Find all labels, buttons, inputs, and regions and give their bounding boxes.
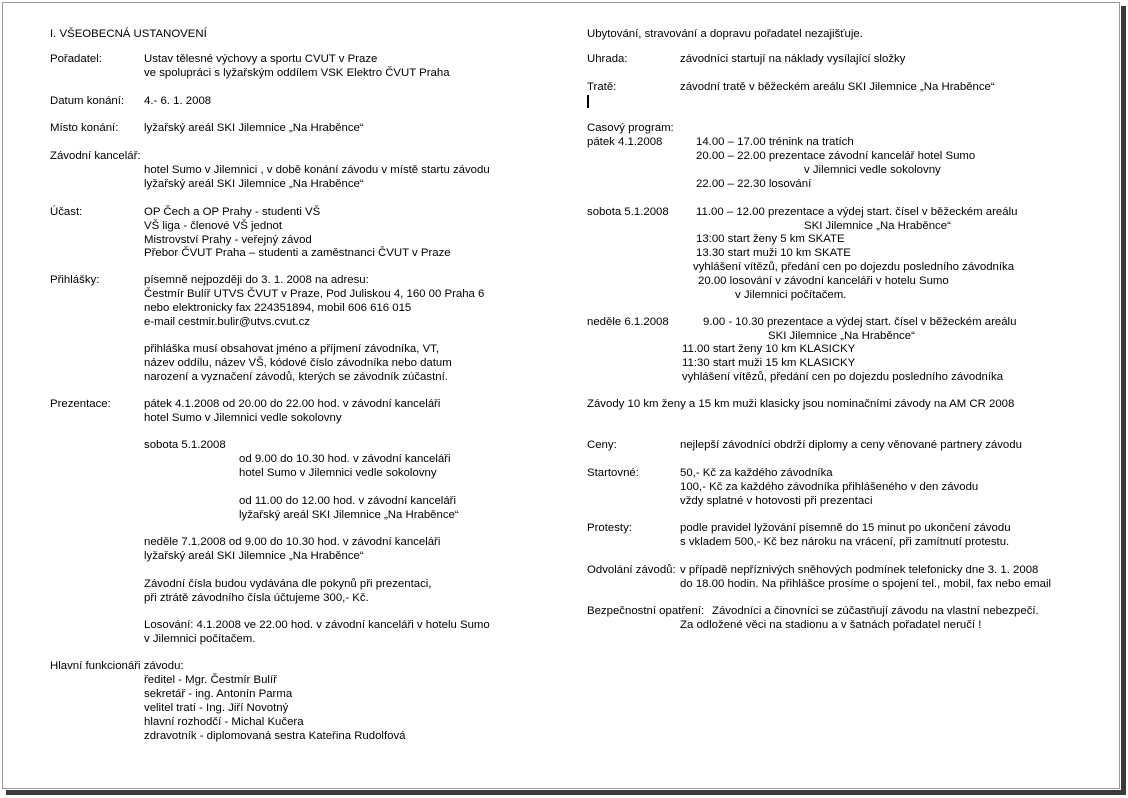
sobota-day: sobota 5.1.2008 xyxy=(587,206,669,218)
bezpecnost-line-2: Za odložené věci na stadionu a v šatnách pořadatel neručí ! xyxy=(680,619,982,631)
trate-value: závodní tratě v běžeckém areálu SKI Jilemnice „Na Hraběnce“ xyxy=(680,81,995,93)
prezentace-line-10: Závodní čísla budou vydávána dle pokynů při prezentaci, xyxy=(144,578,432,590)
prihlasky-line-2: Čestmír Bulíř UTVS ČVUT v Praze, Pod Juliskou 4, 160 00 Praha 6 xyxy=(144,288,485,300)
patek-line-3: v Jilemnici vedle sokolovny xyxy=(804,164,941,176)
sobota-line-3: 13:00 start ženy 5 km SKATE xyxy=(696,233,845,245)
uhrada-value: závodníci startují na náklady vysílající složky xyxy=(680,53,906,65)
nedele-line-4: 11:30 start muži 15 km KLASICKY xyxy=(682,357,856,369)
funkcionari-line-1: ředitel - Mgr. Čestmír Bulíř xyxy=(144,674,277,686)
prihlasky-line-1: písemně nejpozději do 3. 1. 2008 na adresu: xyxy=(144,274,369,286)
prezentace-line-6: od 11.00 do 12.00 hod. v závodní kanceláři xyxy=(239,495,456,507)
funkcionari-line-5: zdravotník - diplomovaná sestra Kateřina Rudolfová xyxy=(144,730,406,742)
prihlasky-line-3: nebo elektronicky fax 224351894, mobil 606 616 015 xyxy=(144,302,412,314)
kancelar-label: Závodní kancelář: xyxy=(50,150,141,162)
prihlasky-email: e-mail cestmir.bulir@utvs.cvut.cz xyxy=(144,316,311,328)
ucast-label: Účast: xyxy=(50,206,83,218)
startovne-line-1: 50,- Kč za každého závodníka xyxy=(680,467,833,479)
protesty-line-1: podle pravidel lyžování písemně do 15 minut po ukončení závodu xyxy=(680,522,1011,534)
trate-label: Tratě: xyxy=(587,81,617,93)
ucast-line-2: VŠ liga - členové VŠ jednot xyxy=(144,220,283,232)
prihlasky-line-7: narození a vyznačení závodů, kterých se závodník zúčastní. xyxy=(144,371,448,383)
text-cursor xyxy=(587,95,589,108)
prihlasky-line-5: přihláška musí obsahovat jméno a příjmení závodníka, VT, xyxy=(144,343,440,355)
nedele-line-2: SKI Jilemnice „Na Hraběnce“ xyxy=(768,330,915,342)
poradatel-line-2: ve spolupráci s lyžařským oddílem VSK Elektro ČVUT Praha xyxy=(144,67,450,79)
misto-label: Místo konání: xyxy=(50,122,119,134)
nedele-line-5: vyhlášení vítězů, předání cen po dojezdu posledního závodníka xyxy=(682,371,1004,383)
startovne-label: Startovné: xyxy=(587,467,639,479)
prezentace-line-4: od 9.00 do 10.30 hod. v závodní kanceláři xyxy=(239,453,451,465)
nedele-day: neděle 6.1.2008 xyxy=(587,316,669,328)
sobota-line-4: 13.30 start muži 10 km SKATE xyxy=(696,247,851,259)
prezentace-line-11: při ztrátě závodního čísla účtujeme 300,- Kč. xyxy=(144,592,369,604)
prezentace-line-5: hotel Sumo v Jilemnici vedle sokolovny xyxy=(239,467,437,479)
nedele-line-3: 11.00 start ženy 10 km KLASICKY xyxy=(682,343,856,355)
prezentace-line-2: hotel Sumo v Jilemnici vedle sokolovny xyxy=(144,412,342,424)
startovne-line-3: vždy splatné v hotovosti při prezentaci xyxy=(680,495,873,507)
ubytovani-text: Ubytování, stravování a dopravu pořadatel nezajišťuje. xyxy=(587,28,863,40)
prezentace-line-12: Losování: 4.1.2008 ve 22.00 hod. v závodní kanceláři v hotelu Sumo xyxy=(144,619,490,631)
sobota-line-5: vyhlášení vítězů, předání cen po dojezdu posledního závodníka xyxy=(693,261,1015,273)
prezentace-label: Prezentace: xyxy=(50,398,111,410)
bezpecnost-line-1: Závodníci a činovníci se zúčastňují závodu na vlastní nebezpečí. xyxy=(712,605,1039,617)
prezentace-line-8: neděle 7.1.2008 od 9.00 do 10.30 hod. v závodní kanceláři xyxy=(144,536,441,548)
ceny-label: Ceny: xyxy=(587,439,617,451)
kancelar-line-2: lyžařský areál SKI Jilemnice „Na Hraběnce“ xyxy=(144,178,364,190)
ceny-value: nejlepší závodníci obdrží diplomy a ceny věnované partnery závodu xyxy=(680,439,1022,451)
patek-line-2: 20.00 – 22.00 prezentace závodní kancelář hotel Sumo xyxy=(696,150,976,162)
patek-day: pátek 4.1.2008 xyxy=(587,136,663,148)
funkcionari-label: Hlavní funkcionáři závodu: xyxy=(50,660,184,672)
prezentace-line-1: pátek 4.1.2008 od 20.00 do 22.00 hod. v závodní kanceláři xyxy=(144,398,441,410)
prihlasky-line-6: název oddílu, název VŠ, kódové číslo závodníka nebo datum xyxy=(144,357,452,369)
program-label: Casový program: xyxy=(587,122,674,134)
poradatel-label: Pořadatel: xyxy=(50,53,102,65)
section-heading: I. VŠEOBECNÁ USTANOVENÍ xyxy=(50,28,207,40)
odvolani-label: Odvolání závodů: xyxy=(587,564,676,576)
funkcionari-line-4: hlavní rozhodčí - Michal Kučera xyxy=(144,716,304,728)
sobota-line-1: 11.00 – 12.00 prezentace a výdej start. čísel v běžeckém areálu xyxy=(696,206,1018,218)
datum-value: 4.- 6. 1. 2008 xyxy=(144,95,212,107)
sobota-line-6: 20.00 losování v závodní kanceláři v hotelu Sumo xyxy=(698,275,949,287)
odvolani-line-1: v případě nepříznivých sněhových podmínek telefonicky dne 3. 1. 2008 xyxy=(680,564,1039,576)
patek-line-1: 14.00 – 17.00 trénink na tratích xyxy=(696,136,854,148)
startovne-line-2: 100,- Kč za každého závodníka přihlášeného v den závodu xyxy=(680,481,979,493)
page-shadow-bottom xyxy=(6,790,1126,795)
patek-line-4: 22.00 – 22.30 losování xyxy=(696,178,812,190)
poradatel-line-1: Ustav tělesné výchovy a sportu CVUT v Praze xyxy=(144,53,378,65)
page-shadow-right xyxy=(1121,6,1126,793)
datum-label: Datum konání: xyxy=(50,95,125,107)
ucast-line-4: Přebor ČVUT Praha – studenti a zaměstnanci ČVUT v Praze xyxy=(144,247,451,259)
nedele-line-1: 9.00 - 10.30 prezentace a výdej start. čísel v běžeckém areálu xyxy=(703,316,1017,328)
sobota-line-2: SKI Jilemnice „Na Hraběnce“ xyxy=(804,220,951,232)
prezentace-line-3: sobota 5.1.2008 xyxy=(144,439,226,451)
funkcionari-line-3: velitel tratí - Ing. Jiří Novotný xyxy=(144,702,289,714)
ucast-line-3: Mistrovství Prahy - veřejný závod xyxy=(144,234,312,246)
bezpecnost-label: Bezpečnostní opatření: xyxy=(587,605,705,617)
odvolani-line-2: do 18.00 hodin. Na přihlášce prosíme o spojení tel., mobil, fax nebo email xyxy=(680,578,1052,590)
misto-value: lyžařský areál SKI Jilemnice „Na Hraběnce“ xyxy=(144,122,364,134)
ucast-line-1: OP Čech a OP Prahy - studenti VŠ xyxy=(144,206,321,218)
kancelar-line-1: hotel Sumo v Jilemnici , v době konání závodu v místě startu závodu xyxy=(144,164,490,176)
protesty-line-2: s vkladem 500,- Kč bez nároku na vrácení, při zamítnutí protestu. xyxy=(680,536,1010,548)
prihlasky-label: Přihlášky: xyxy=(50,274,100,286)
zavody-text: Závody 10 km ženy a 15 km muži klasicky jsou nominačními závody na AM CR 2008 xyxy=(587,398,1015,410)
prezentace-line-7: lyžařský areál SKI Jilemnice „Na Hraběnce“ xyxy=(239,509,459,521)
prezentace-line-9: lyžařský areál SKI Jilemnice „Na Hraběnce“ xyxy=(144,550,364,562)
funkcionari-line-2: sekretář - ing. Antonín Parma xyxy=(144,688,293,700)
prezentace-line-13: v Jilemnici počítačem. xyxy=(144,633,256,645)
protesty-label: Protesty: xyxy=(587,522,632,534)
sobota-line-7: v Jilemnici počítačem. xyxy=(735,289,847,301)
uhrada-label: Uhrada: xyxy=(587,53,628,65)
